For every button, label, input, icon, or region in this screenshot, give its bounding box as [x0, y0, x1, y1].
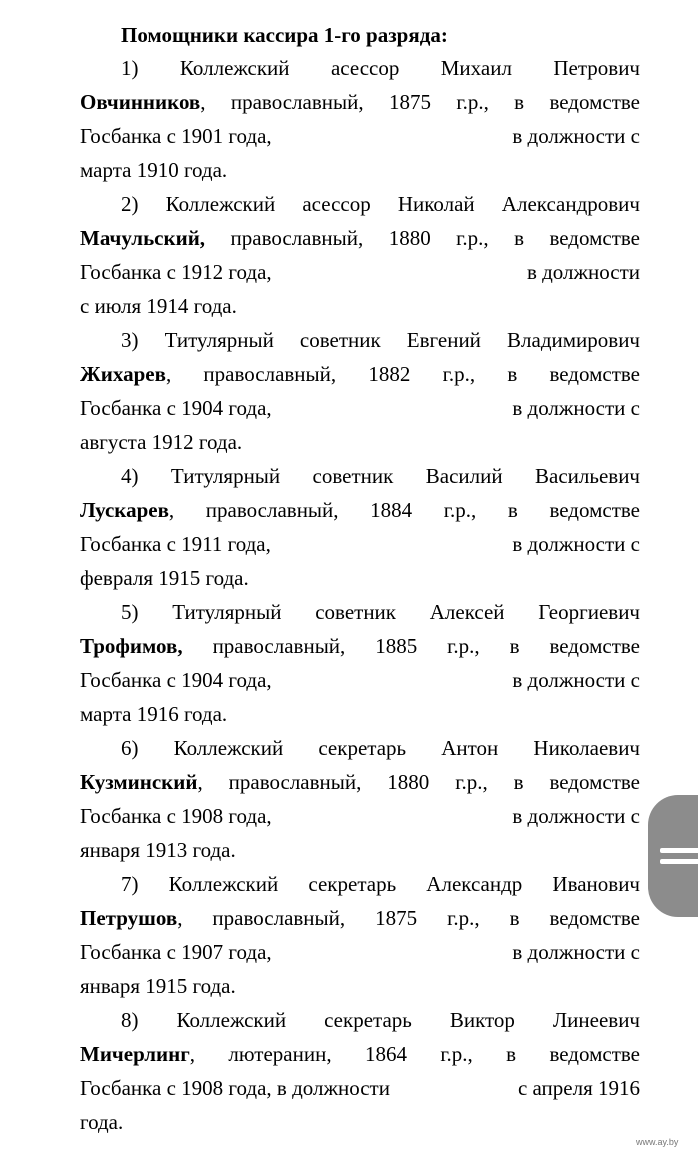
section-heading: Помощники кассира 1-го разряда: [121, 23, 448, 47]
entry-4-details: , православный, 1884 г.р., в ведомстве [168, 498, 640, 522]
entry-2-surname: Мачульский, [80, 226, 206, 250]
entry-4-position-label: в должности с [512, 532, 640, 556]
entry-6-line-2 [80, 767, 640, 797]
entry-3-details: , православный, 1882 г.р., в ведомстве [165, 362, 640, 386]
entry-6-line-3 [80, 801, 640, 831]
side-menu-handle[interactable] [648, 795, 698, 917]
entry-3-line-2 [80, 359, 640, 389]
entry-7-service-start: Госбанка с 1907 года, [80, 940, 272, 964]
entry-4-line-2 [80, 495, 640, 525]
entry-6-details: , православный, 1880 г.р., в ведомстве [197, 770, 640, 794]
entry-3-line-1: 3) Титулярный советник Евгений Владимирович [121, 328, 640, 352]
entry-1-details: , православный, 1875 г.р., в ведомстве [200, 90, 640, 114]
entry-7-line-2 [80, 903, 640, 933]
entry-7-details: , православный, 1875 г.р., в ведомстве [177, 906, 640, 930]
entry-8-line-2 [80, 1039, 640, 1069]
entry-5-line-4: марта 1916 года. [80, 702, 228, 726]
entry-7-position-label: в должности с [512, 940, 640, 964]
entry-3-line-4: августа 1912 года. [80, 430, 243, 454]
entry-1-line-3 [80, 121, 640, 151]
entry-7-line-4: января 1915 года. [80, 974, 236, 998]
entry-5-details: православный, 1885 г.р., в ведомстве [182, 634, 640, 658]
entry-1-surname: Овчинников [80, 90, 201, 114]
entry-8-line-4: года. [80, 1110, 124, 1134]
entry-8-position-label: с апреля 1916 [517, 1076, 640, 1100]
entry-6-line-1: 6) Коллежский секретарь Антон Николаевич [121, 736, 640, 760]
entry-2-details: православный, 1880 г.р., в ведомстве [205, 226, 640, 250]
entry-8-details: , лютеранин, 1864 г.р., в ведомстве [189, 1042, 640, 1066]
entry-4-line-3 [80, 529, 640, 559]
entry-4-line-4: февраля 1915 года. [80, 566, 249, 590]
entry-1-service-start: Госбанка с 1901 года, [80, 124, 272, 148]
entry-4-service-start: Госбанка с 1911 года, [80, 532, 271, 556]
entry-2-service-start: Госбанка с 1912 года, [80, 260, 272, 284]
entry-2-position-label: в должности [526, 260, 640, 284]
entry-5-line-2 [80, 631, 640, 661]
entry-5-service-start: Госбанка с 1904 года, [80, 668, 272, 692]
entry-1-position-label: в должности с [512, 124, 640, 148]
entry-5-surname: Трофимов, [80, 634, 183, 658]
entry-3-position-label: в должности с [512, 396, 640, 420]
entry-4-surname: Лускарев [80, 498, 169, 522]
entry-1-line-4: марта 1910 года. [80, 158, 228, 182]
menu-bar-icon-bottom [660, 859, 698, 864]
entry-6-line-4: января 1913 года. [80, 838, 236, 862]
entry-1-line-2 [80, 87, 640, 117]
entry-7-line-1: 7) Коллежский секретарь Александр Иванович [121, 872, 640, 896]
entry-3-service-start: Госбанка с 1904 года, [80, 396, 272, 420]
entry-5-line-1: 5) Титулярный советник Алексей Георгиевич [121, 600, 640, 624]
entry-8-line-3 [80, 1073, 640, 1103]
entry-3-line-3 [80, 393, 640, 423]
entry-5-line-3 [80, 665, 640, 695]
entry-6-surname: Кузминский [80, 770, 198, 794]
entry-7-surname: Петрушов [80, 906, 178, 930]
entry-6-position-label: в должности с [512, 804, 640, 828]
entry-5-position-label: в должности с [512, 668, 640, 692]
entry-3-surname: Жихарев [80, 362, 166, 386]
entry-1-line-1: 1) Коллежский асессор Михаил Петрович [121, 56, 640, 80]
entry-2-line-3 [80, 257, 640, 287]
entry-8-line-1: 8) Коллежский секретарь Виктор Линеевич [121, 1008, 640, 1032]
entry-8-surname: Мичерлинг [80, 1042, 190, 1066]
menu-bar-icon-top [660, 848, 698, 853]
entry-2-line-2 [80, 223, 640, 253]
entry-4-line-1: 4) Титулярный советник Василий Васильевич [121, 464, 640, 488]
entry-2-line-4: с июля 1914 года. [80, 294, 237, 318]
entry-8-service-start: Госбанка с 1908 года, в должности [80, 1076, 390, 1100]
entry-7-line-3 [80, 937, 640, 967]
entry-6-service-start: Госбанка с 1908 года, [80, 804, 272, 828]
entry-2-line-1: 2) Коллежский асессор Николай Александрович [121, 192, 640, 216]
site-watermark: www.ay.by [636, 1137, 679, 1147]
